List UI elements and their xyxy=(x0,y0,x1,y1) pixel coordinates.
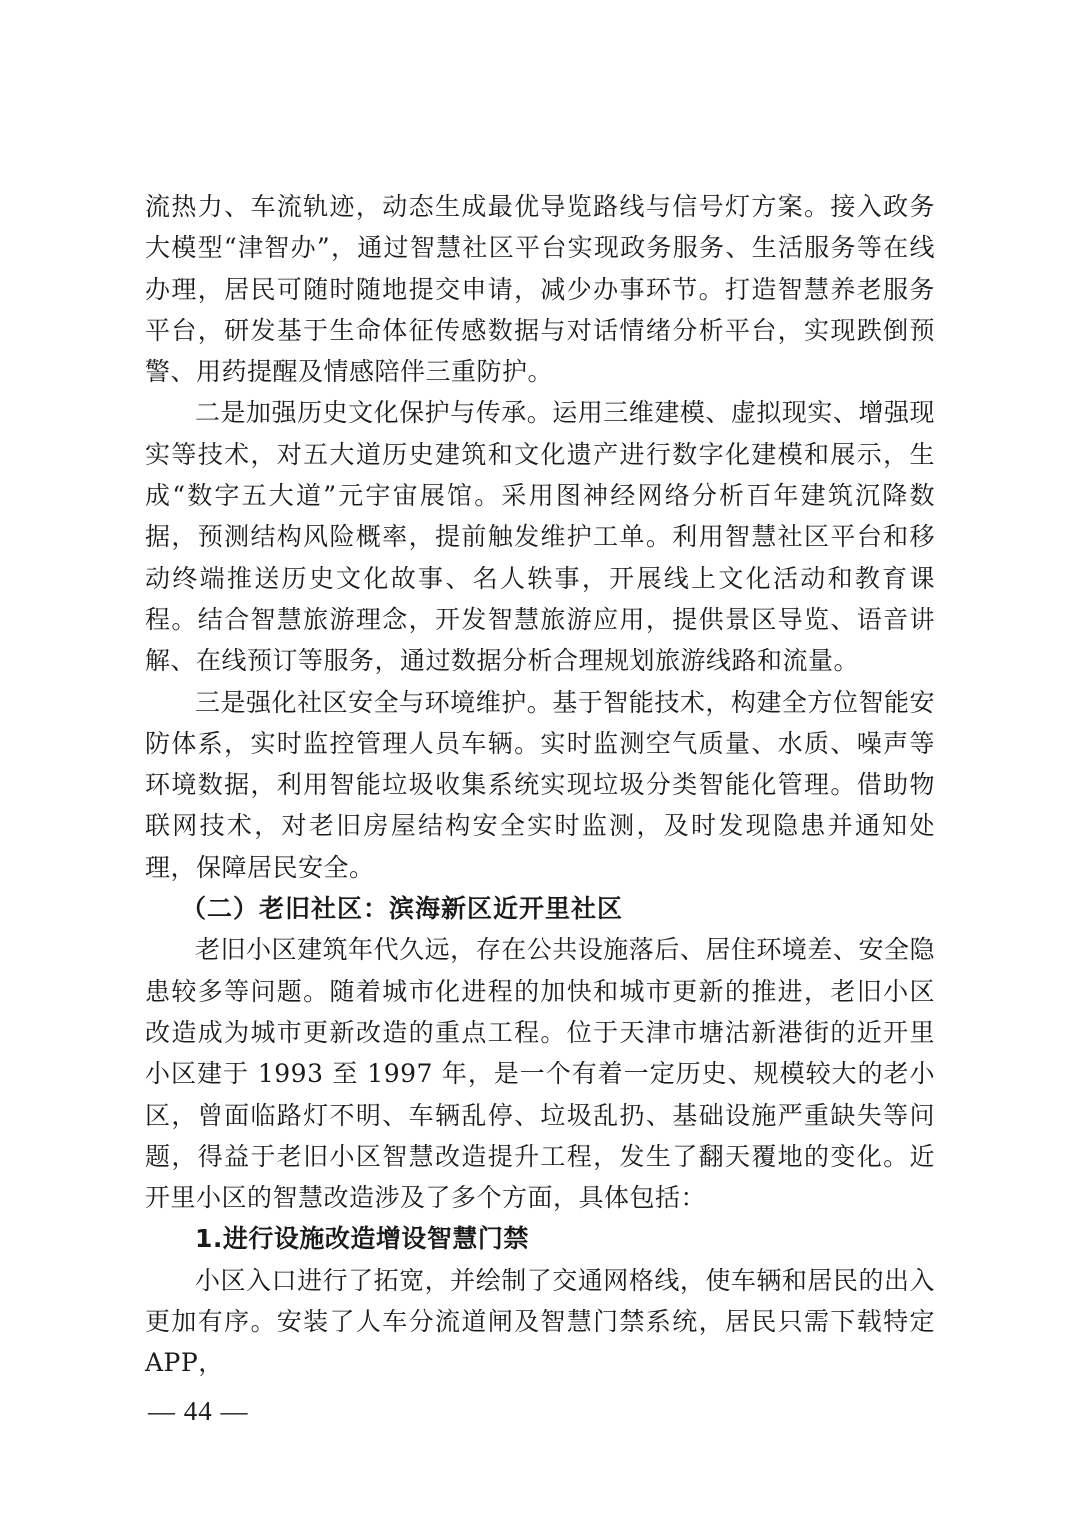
section-heading: （二）老旧社区：滨海新区近开里社区 xyxy=(181,894,624,924)
paragraph-safety-environment: 三是强化社区安全与环境维护。基于智能技术，构建全方位智能安防体系，实时监控管理人员车辆。实时监测空气质量、水质、噪声等环境数据，利用智能垃圾收集系统实现垃圾分类智能化管理。借助物联网技术，对老旧房屋结构安全实时监测，及时发现隐患并通知处理，保障居民安全。 xyxy=(145,687,935,882)
paragraph-entrance: 小区入口进行了拓宽，并绘制了交通网格线，使车辆和居民的出入更加有序。安装了人车分流道闸及智慧门禁系统，居民只需下载特定APP， xyxy=(145,1265,935,1378)
page-number: — 44 — xyxy=(148,1396,249,1426)
document-body xyxy=(145,186,935,1384)
paragraph-history-culture: 二是加强历史文化保护与传承。运用三维建模、虚拟现实、增强现实等技术，对五大道历史建筑和文化遗产进行数字化建模和展示，生成“数字五大道”元宇宙展馆。采用图神经网络分析百年建筑沉降数据，预测结构风险概率，提前触发维护工单。利用智慧社区平台和移动终端推送历史文化故事、名人轶事，开展线上文化活动和教育课程。结合智慧旅游理念，开发智慧旅游应用，提供景区导览、语音讲解、在线预订等服务，通过数据分析合理规划旅游线路和流量。 xyxy=(145,398,935,676)
paragraph-continuation: 流热力、车流轨迹，动态生成最优导览路线与信号灯方案。接入政务大模型“津智办”，通过智慧社区平台实现政务服务、生活服务等在线办理，居民可随时随地提交申请，减少办事环节。打造智慧养老服务平台，研发基于生命体征传感数据与对话情绪分析平台，实现跌倒预警、用药提醒及情感陪伴三重防护。 xyxy=(145,192,935,387)
subheading-smart-access: 1.进行设施改造增设智慧门禁 xyxy=(195,1224,529,1254)
paragraph-old-community: 老旧小区建筑年代久远，存在公共设施落后、居住环境差、安全隐患较多等问题。随着城市化进程的加快和城市更新的推进，老旧小区改造成为城市更新改造的重点工程。位于天津市塘沽新港街的近开里小区建于 1993 至 1997 年，是一个有着一定历史、规模较大的老小区，曾面临路灯不明、车辆乱停、垃圾乱扔、基础设施严重缺失等问题，得益于老旧小区智慧改造提升工程，发生了翻天覆地的变化。近开里小区的智慧改造涉及了多个方面，具体包括： xyxy=(145,935,935,1213)
